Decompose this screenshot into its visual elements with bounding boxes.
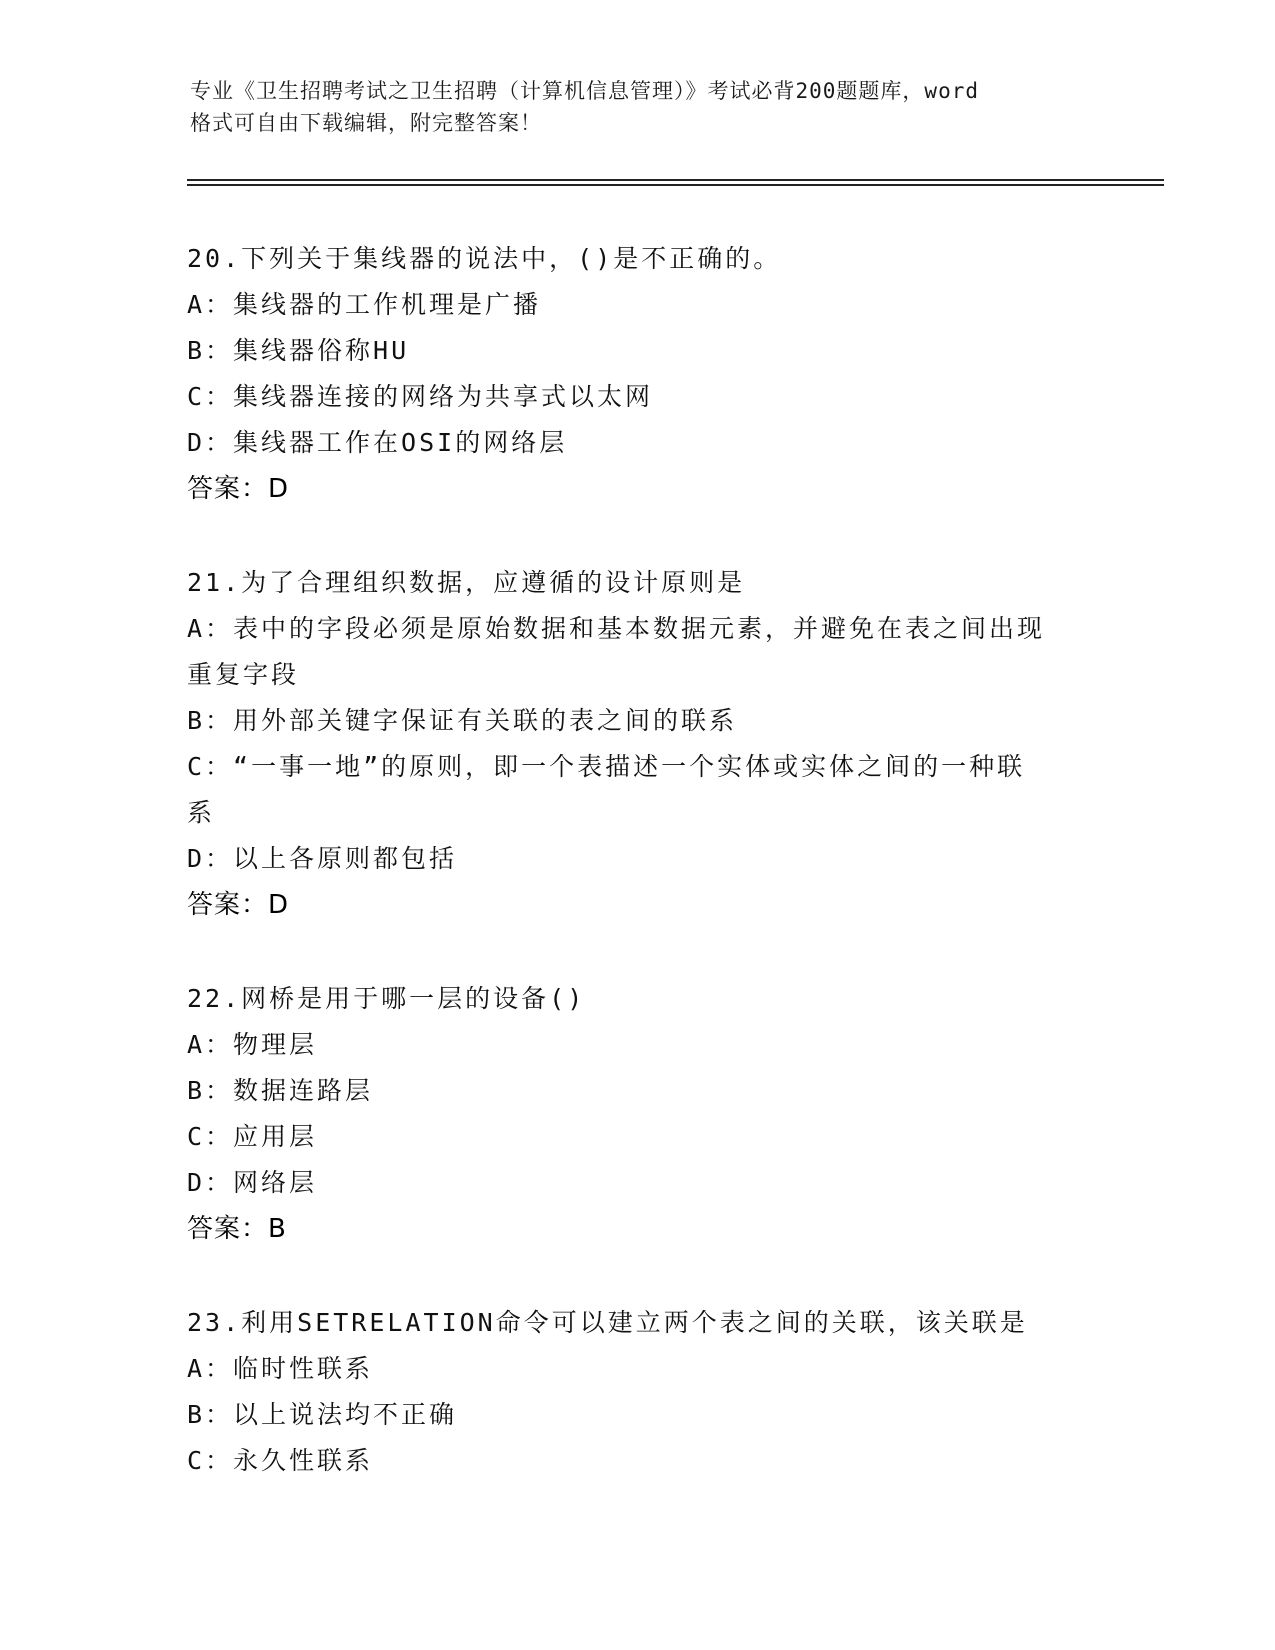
option-b: B：用外部关键字保证有关联的表之间的联系 bbox=[187, 706, 738, 735]
option-a: A：表中的字段必须是原始数据和基本数据元素，并避免在表之间出现 bbox=[187, 614, 1046, 643]
spacer bbox=[187, 928, 1087, 976]
answer-line: 答案：B bbox=[187, 1214, 287, 1244]
option-c: C：永久性联系 bbox=[187, 1446, 374, 1475]
option-c: C：集线器连接的网络为共享式以太网 bbox=[187, 382, 654, 411]
option-a: A：物理层 bbox=[187, 1030, 318, 1059]
option-d: D：以上各原则都包括 bbox=[187, 844, 458, 873]
option-b: B：数据连路层 bbox=[187, 1076, 374, 1105]
question-list bbox=[187, 236, 1087, 1484]
answer-line: 答案：D bbox=[187, 890, 290, 920]
question-stem: 23.利用SETRELATION命令可以建立两个表之间的关联，该关联是 bbox=[187, 1308, 1028, 1337]
option-d: D：网络层 bbox=[187, 1168, 318, 1197]
answer-line: 答案：D bbox=[187, 474, 290, 504]
question-stem: 20.下列关于集线器的说法中，()是不正确的。 bbox=[187, 244, 782, 273]
option-c: C：“一事一地”的原则，即一个表描述一个实体或实体之间的一种联 bbox=[187, 752, 1026, 781]
header-line-2: 格式可自由下载编辑，附完整答案！ bbox=[190, 111, 542, 135]
question-23 bbox=[187, 1300, 1087, 1484]
option-a: A：临时性联系 bbox=[187, 1354, 374, 1383]
question-20 bbox=[187, 236, 1087, 512]
header-divider-top bbox=[187, 179, 1164, 181]
option-b: B：以上说法均不正确 bbox=[187, 1400, 458, 1429]
option-c: C：应用层 bbox=[187, 1122, 318, 1151]
option-a-continued: 重复字段 bbox=[187, 660, 300, 689]
question-22 bbox=[187, 976, 1087, 1252]
option-a: A：集线器的工作机理是广播 bbox=[187, 290, 542, 319]
question-21 bbox=[187, 560, 1087, 928]
option-b: B：集线器俗称HU bbox=[187, 336, 410, 365]
header-line-1: 专业《卫生招聘考试之卫生招聘（计算机信息管理）》考试必背200题题库，word bbox=[190, 79, 979, 103]
question-stem: 21.为了合理组织数据，应遵循的设计原则是 bbox=[187, 568, 746, 597]
option-c-continued: 系 bbox=[187, 798, 216, 827]
header-divider-bottom bbox=[187, 184, 1164, 186]
option-d: D：集线器工作在OSI的网络层 bbox=[187, 428, 568, 457]
spacer bbox=[187, 1252, 1087, 1300]
question-stem: 22.网桥是用于哪一层的设备() bbox=[187, 984, 586, 1013]
document-header bbox=[190, 75, 1090, 139]
spacer bbox=[187, 512, 1087, 560]
